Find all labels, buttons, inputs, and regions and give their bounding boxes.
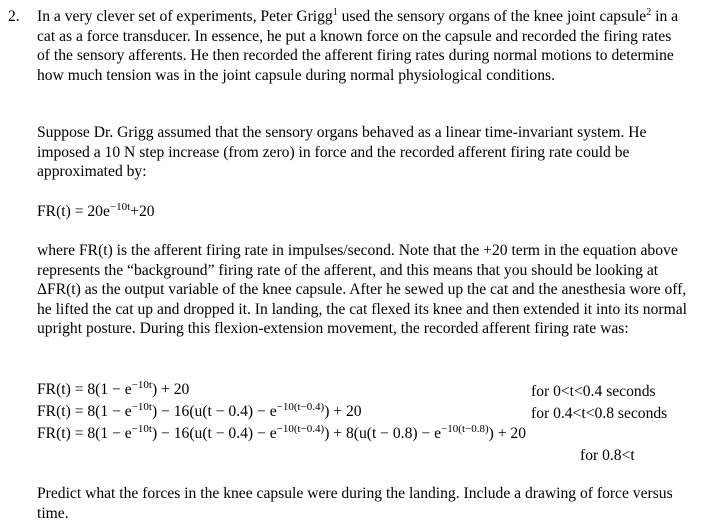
- eq1-part: FR(t) = 8(1 − e: [37, 381, 132, 398]
- intro-paragraph: [37, 7, 687, 85]
- step-eq-rhs: +20: [130, 203, 155, 220]
- eq2-part: ) + 20: [324, 403, 362, 420]
- step-eq-exponent: −10t: [109, 200, 131, 213]
- eq3-part: ) + 8(u(t − 0.8) − e: [324, 425, 442, 442]
- eq3-exponent: −10(t−0.8): [441, 422, 489, 435]
- equation-3-condition: for 0.8<t: [580, 447, 635, 464]
- eq3-part: ) − 16(u(t − 0.4) − e: [151, 425, 277, 442]
- eq3-exponent: −10t: [131, 422, 152, 435]
- intro-text-a: In a very clever set of experiments, Peter Grigg: [37, 8, 333, 25]
- intro-text-b: used the sensory organs of the knee joint capsule: [337, 8, 647, 25]
- footnote-marker-2: 2: [646, 6, 652, 18]
- eq3-exponent: −10(t−0.4): [276, 422, 325, 435]
- eq2-exponent: −10t: [131, 400, 152, 413]
- question-paragraph: Predict what the forces in the knee capsule were during the landing. Include a drawing of force versus time.: [37, 485, 673, 522]
- firing-rate-equation-1: [37, 380, 189, 400]
- firing-rate-equation-3: [37, 424, 526, 444]
- eq3-part: ) + 20: [488, 425, 527, 442]
- intro-text-c: in a cat as a force transducer. In essence, he put a known force on the capsule and recorded the firing rates of the sensory afferents. He then recorded the afferent firing rates during normal motions to determine how much tension was in the joint capsule during normal physiological conditions.: [37, 8, 679, 84]
- problem-number: 2.: [8, 8, 20, 25]
- eq3-part: FR(t) = 8(1 − e: [37, 425, 132, 442]
- eq2-exponent: −10(t−0.4): [276, 400, 325, 413]
- landing-paragraph: where FR(t) is the afferent firing rate in impulses/second. Note that the +20 term in the equation above represents the “background” firing rate of the afferent, and this means that you should be looking at ΔFR(t) as the output variable of the knee capsule. After he sewed up the cat and the anesthesia wore off, he lifted the cat up and dropped it. In landing, the cat flexed its knee and then extended it into its normal upright posture. During this flexion-extension movement, the recorded afferent firing rate was:: [37, 242, 687, 338]
- eq2-part: ) − 16(u(t − 0.4) − e: [151, 403, 277, 420]
- assumption-paragraph: Suppose Dr. Grigg assumed that the sensory organs behaved as a linear time-invariant system. He imposed a 10 N step increase (from zero) in force and the recorded afferent firing rate could be approximated by:: [37, 124, 647, 181]
- equation-1-condition: for 0<t<0.4 seconds: [531, 383, 656, 400]
- step-eq-lhs: FR(t) = 20e: [37, 203, 110, 220]
- eq1-part: ) + 20: [151, 381, 190, 398]
- firing-rate-equation-2: [37, 402, 362, 422]
- eq1-exponent: −10t: [131, 378, 152, 391]
- equation-2-condition: for 0.4<t<0.8 seconds: [531, 405, 668, 422]
- eq2-part: FR(t) = 8(1 − e: [37, 403, 132, 420]
- footnote-marker-1: 1: [332, 6, 338, 18]
- step-response-equation: [37, 202, 155, 222]
